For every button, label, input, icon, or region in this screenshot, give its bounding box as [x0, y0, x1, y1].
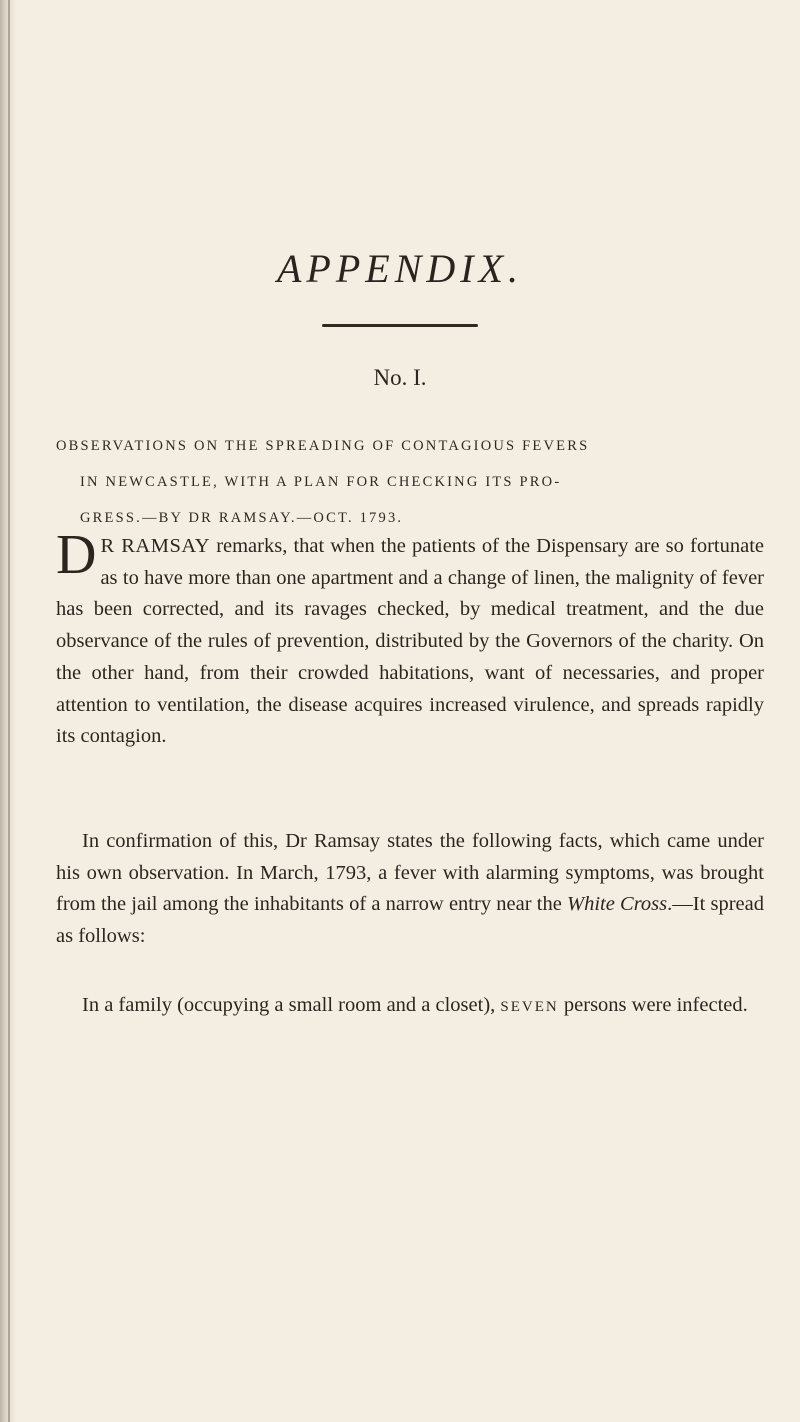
- section-subtitle: [56, 428, 756, 536]
- subtitle-line-3: GRESS.—BY DR RAMSAY.—OCT. 1793.: [80, 510, 404, 526]
- heading-rule-divider: [322, 324, 478, 327]
- paragraph-2-text-after: .—It spread as follows:: [56, 893, 764, 948]
- paragraph-1-text: remarks, that when the patients of the Dispensary are so fortunate as to have more than one apartment and a change of linen, the malignity of fever has been corrected, and its ravages checked, by medical treatment, and the due observance of the rules of prevention, distributed by the Governors of the charity. On the other hand, from their crowded habitations, want of necessaries, and proper attention to ventilation, the disease acquires increased virulence, and spreads rapidly its contagion.: [56, 535, 764, 748]
- subtitle-line-1: OBSERVATIONS ON THE SPREADING OF CONTAGIOUS FEVERS: [56, 438, 590, 454]
- paragraph-3: [56, 990, 764, 1024]
- paragraph-1-lead: R RAMSAY: [100, 535, 211, 557]
- paragraph-1: [56, 524, 764, 753]
- paragraph-2-text-before: In confirmation of this, Dr Ramsay states the following facts, which came under his own observation. In March, 1793, a fever with alarming symptoms, was brought from the jail among the inhabitants of a narrow entry near the: [56, 830, 764, 916]
- section-number: No. I.: [373, 365, 427, 390]
- paragraph-3-text-before: In a family (occupying a small room and a closet),: [82, 994, 501, 1016]
- page-binding-edge: [8, 0, 10, 1422]
- drop-cap-letter: D: [56, 524, 97, 586]
- subtitle-line-2: IN NEWCASTLE, WITH A PLAN FOR CHECKING ITS PRO-: [80, 474, 562, 490]
- appendix-heading: APPENDIX.: [276, 246, 524, 291]
- paragraph-3-text-after: persons were infected.: [558, 994, 748, 1016]
- paragraph-2-italic-place: White Cross: [567, 893, 668, 916]
- paragraph-2: [56, 826, 764, 953]
- paragraph-3-caps-word: SEVEN: [500, 999, 559, 1015]
